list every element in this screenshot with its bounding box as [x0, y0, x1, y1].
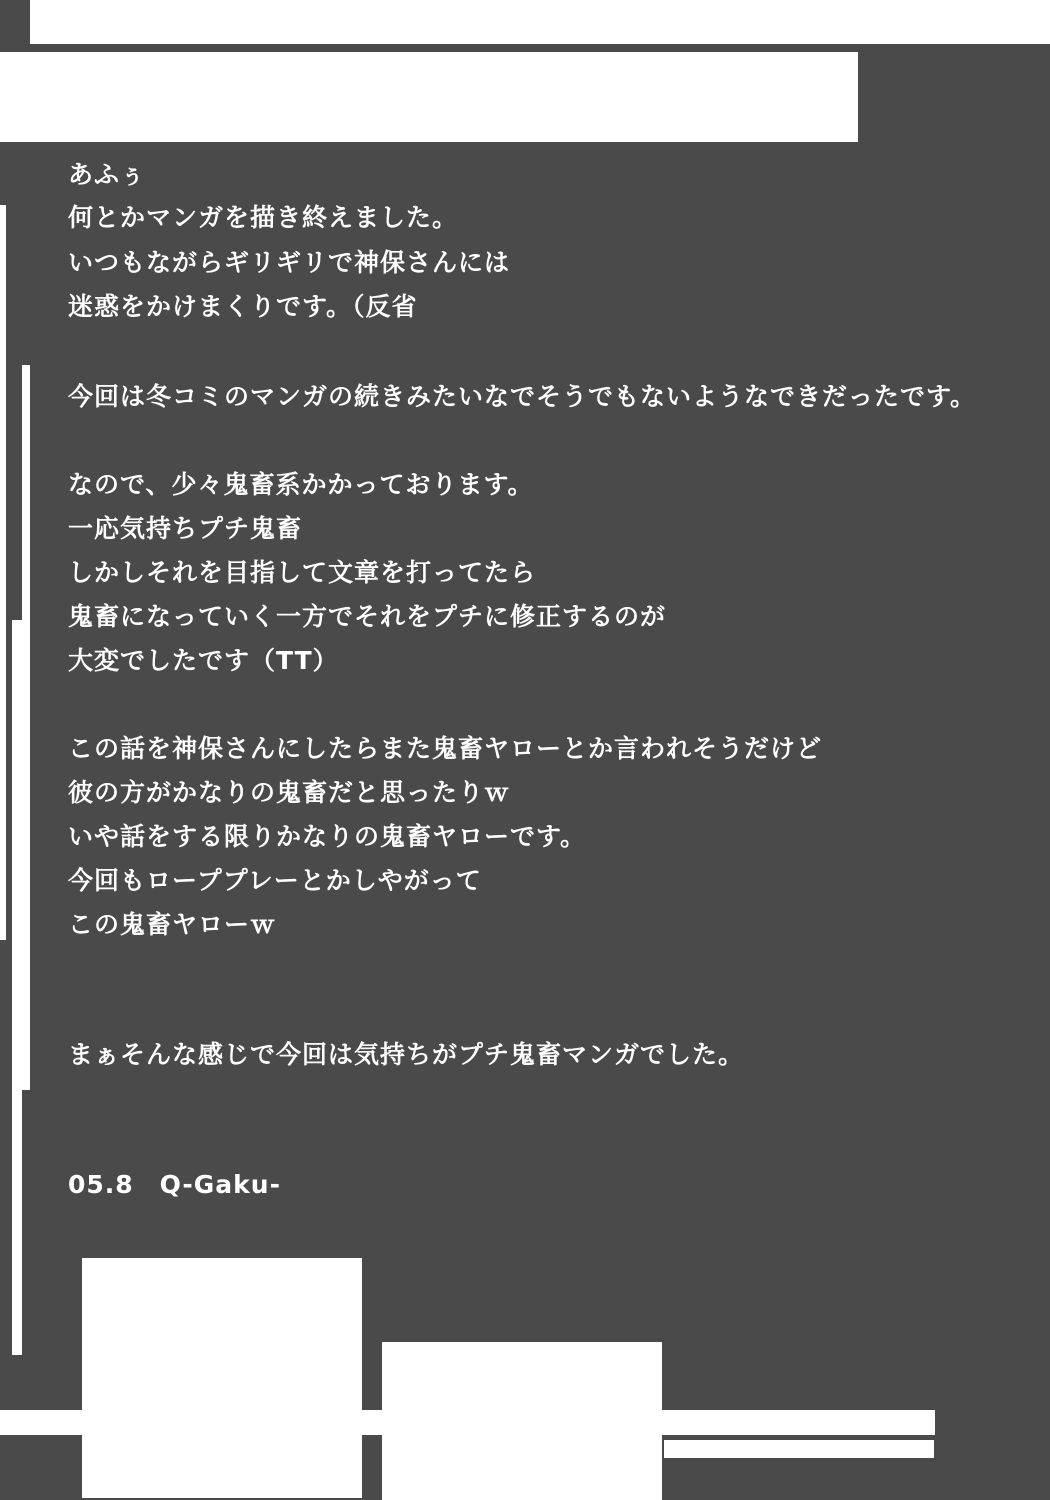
bottom-panel-left: [82, 1258, 362, 1498]
top-rule: [30, 0, 1050, 44]
afterword-line: 鬼畜になっていく一方でそれをプチに修正するのが: [68, 602, 667, 631]
afterword-line: いや話をする限りかなりの鬼畜ヤローです。: [68, 822, 587, 851]
top-panel: [0, 52, 858, 142]
afterword-line: なので、少々鬼畜系かかっております。: [68, 470, 534, 499]
afterword-line: 今回は冬コミのマンガの続きみたいなでそうでもないようなできだったです。: [68, 382, 977, 411]
signature: 05.8 Q-Gaku-: [68, 1170, 281, 1199]
afterword-line: しかしそれを目指して文章を打ってたら: [68, 558, 537, 587]
left-rule-lower: [12, 620, 22, 1355]
afterword-line: この話を神保さんにしたらまた鬼畜ヤローとか言われそうだけど: [68, 734, 823, 763]
bottom-rule-right: [664, 1440, 934, 1458]
left-rule-middle: [22, 365, 30, 1090]
afterword-line: 迷惑をかけまくりです。（反省: [68, 292, 418, 321]
bottom-rule-left: [0, 1410, 935, 1435]
afterword-line: 一応気持ちプチ鬼畜: [68, 514, 303, 543]
afterword-line: いつもながらギリギリで神保さんには: [68, 248, 511, 277]
afterword-line: 何とかマンガを描き終えました。: [68, 203, 459, 232]
afterword-line: 今回もローププレーとかしやがって: [68, 866, 482, 895]
afterword-line: この鬼畜ヤローｗ: [68, 910, 277, 939]
afterword-line: あふぅ: [68, 160, 147, 189]
left-rule-upper: [0, 205, 6, 940]
afterword-line: 大変でしたです（TT）: [68, 646, 339, 675]
afterword-line: まぁそんな感じで今回は気持ちがプチ鬼畜マンガでした。: [68, 1040, 745, 1069]
afterword-line: 彼の方がかなりの鬼畜だと思ったりｗ: [68, 778, 511, 807]
